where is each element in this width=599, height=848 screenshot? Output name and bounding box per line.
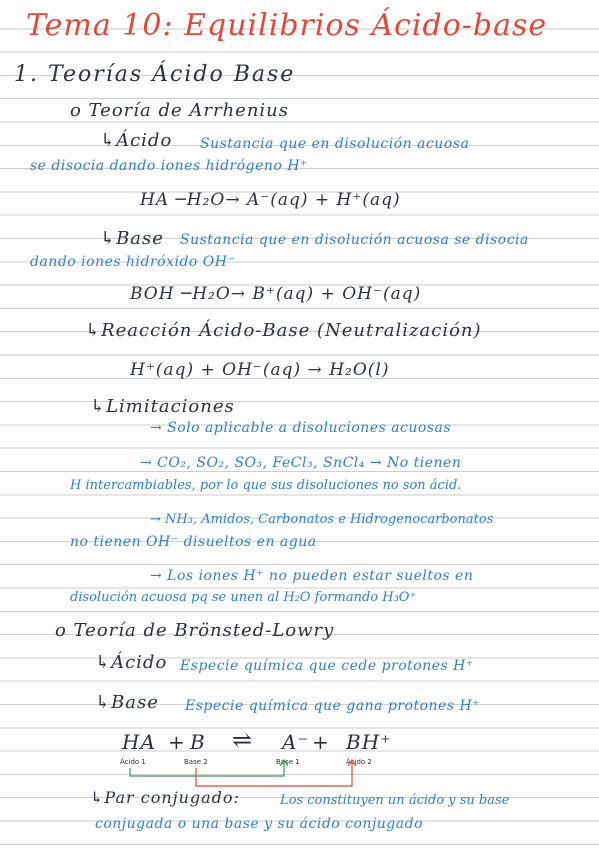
bronsted-base-def: Especie química que gana protones H⁺ [185,698,481,714]
label-base-2: Base 2 [184,758,208,766]
red-bracket [196,762,352,786]
conjugate-pair-label: ↳Par conjugado: [90,788,240,807]
limitation-1: → Solo aplicable a disoluciones acuosas [150,420,452,436]
bronsted-acid-label: ↳Ácido [95,652,168,673]
arrhenius-acid-equation: HA ─H₂O→ A⁻(aq) + H⁺(aq) [140,190,401,210]
limitation-2b: H intercambiables, por lo que sus disoluciones no son ácid. [70,478,462,493]
limitation-4a: → Los iones H⁺ no pueden estar sueltos en [150,568,474,584]
conjugate-pair-def-2: conjugada o una base y su ácido conjugado [95,816,424,832]
eq-a: A⁻ [282,730,309,754]
label-base-1: Base 1 [276,758,300,766]
green-bracket [130,762,284,776]
subheading-arrhenius: o Teoría de Arrhenius [70,100,289,121]
bronsted-base-label: ↳Base [95,692,159,713]
eq-b: B [190,730,206,754]
limitation-3a: → NH₃, Amidos, Carbonatos e Hidrogenocarbonatos [150,512,494,527]
arrhenius-base-def-2: dando iones hidróxido OH⁻ [30,254,236,270]
eq-bh: BH⁺ [346,730,392,754]
label-acido-2: Ácido 2 [346,758,372,766]
subheading-bronsted: o Teoría de Brönsted-Lowry [55,620,335,641]
neutralization-equation: H⁺(aq) + OH⁻(aq) → H₂O(l) [130,360,390,380]
page-title: Tema 10: Equilibrios Ácido-base [26,8,548,43]
arrhenius-acid-label: ↳Ácido [100,130,173,151]
arrhenius-base-def-1: Sustancia que en disolución acuosa se disocia [180,232,529,248]
limitation-2a: → CO₂, SO₂, SO₃, FeCl₃, SnCl₄ → No tienen [140,455,462,471]
bronsted-acid-def: Especie química que cede protones H⁺ [180,658,474,674]
arrhenius-base-label: ↳Base [100,228,164,249]
eq-plus-1: + [168,730,186,754]
eq-plus-2: + [312,730,330,754]
arrhenius-acid-def-1: Sustancia que en disolución acuosa [200,136,470,152]
limitation-3b: no tienen OH⁻ disueltos en agua [70,534,317,550]
limitations-label: ↳Limitaciones [90,396,235,417]
conjugate-pair-def-1: Los constituyen un ácido y su base [280,793,510,808]
arrhenius-base-equation: BOH ─H₂O→ B⁺(aq) + OH⁻(aq) [130,284,422,304]
eq-ha: HA [122,730,156,754]
neutralization-label: ↳Reacción Ácido-Base (Neutralización) [85,320,482,341]
section-heading-teorias: 1. Teorías Ácido Base [14,62,296,87]
limitation-4b: disolución acuosa pq se unen al H₂O formando H₃O⁺ [70,590,417,605]
eq-equilibrium-arrow: ⇌ [232,726,254,754]
label-acido-1: Ácido 1 [120,758,146,766]
arrhenius-acid-def-2: se disocia dando iones hidrógeno H⁺ [30,158,308,174]
